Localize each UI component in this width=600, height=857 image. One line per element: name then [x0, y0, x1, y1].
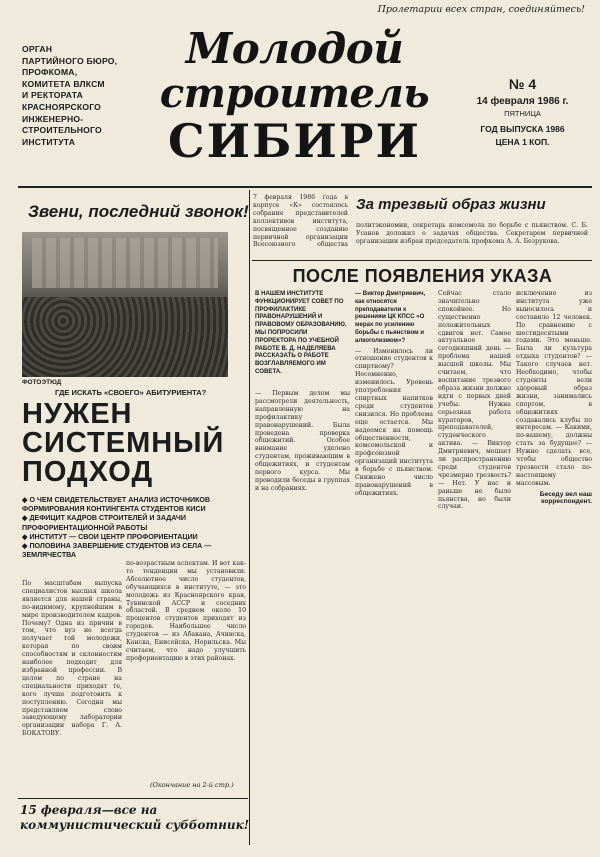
decree-divider [252, 260, 592, 261]
title-line-1: Молодой [185, 24, 404, 73]
photo-hall [32, 238, 218, 288]
continued-note: (Окончание на 2-й стр.) [150, 781, 234, 789]
article-column-2: по-возрастным аспектам. И вот как-то тенденции мы установили. Абсолютное число студентов, обучающихся в институте, — это молодежь из Красноярского края, Тувинской АССР и соседних областей. В среднем около 10 процентов студентов приходят из городов. Наибольшее число студентов — из Абакана, Ачинска, Канска, Енисейска, Норильска. Мы считаем, что надо улучшить профориентацию в этих районах. [126, 560, 246, 662]
interview-answer: — Изменилось ли отношение студентов к спиртному? Несомненно, изменилось. Уровень употребления спиртных напитков среди студентов снизился. Но проблема еще остается. Мы надеемся на помощь общественности, комсомольской и профсоюзной организаций института в борьбе с пьянством. Снижено число правонарушений в общежитиях. [355, 347, 433, 497]
organ-line: СТРОИТЕЛЬНОГО [22, 125, 102, 136]
bullet-item: ◆ ДЕФИЦИТ КАДРОВ СТРОИТЕЛЕЙ И ЗАДАЧИ ПРОФОРИЕНТАЦИОННОЙ РАБОТЫ [22, 514, 247, 532]
interviewer-signature: Беседу вел наш корреспондент. [539, 490, 592, 505]
bullet-item: ◆ ИНСТИТУТ — СВОИ ЦЕНТР ПРОФОРИЕНТАЦИИ [22, 533, 247, 542]
masthead-divider [18, 186, 592, 188]
subbotnik-banner: 15 февраля—все на коммунистический субботник! [20, 803, 249, 832]
organ-line: ПРОФКОМА, [22, 67, 78, 78]
interview-question: — Виктор Дмитриевич, как относятся преподаватели к решениям ЦК КПСС «О мерах по усилению борьбы с пьянством и алкоголизмом»? [355, 290, 426, 344]
issue-year: ГОД ВЫПУСКА 1986 [480, 124, 565, 134]
headline-line: НУЖЕН [22, 398, 133, 430]
issue-number: № 4 [508, 76, 537, 92]
organ-line: КРАСНОЯРСКОГО [22, 101, 102, 112]
decree-headline: ПОСЛЕ ПОЯВЛЕНИЯ УКАЗА [292, 266, 553, 286]
organ-line: ПАРТИЙНОГО БЮРО, [22, 55, 118, 66]
issue-price: ЦЕНА 1 КОП. [495, 137, 550, 147]
photo-crowd [22, 297, 228, 377]
column-divider [249, 190, 250, 845]
title-line-2: строитель [159, 70, 430, 117]
issue-date: 14 февраля 1986 г. [476, 96, 569, 107]
bullet-item: ◆ ПОЛОВИНА ЗАВЕРШЕНИЕ СТУДЕНТОВ ИЗ СЕЛА — ЗЕМЛЯЧЕСТВА [22, 542, 247, 560]
interview-column-3: Сейчас стало значительно спокойнее. Но существенно положительных сдвигов нет. Самое актуальное на сегодняшний день — проблема нашей высшей школы. Мы считаем, что воспитание трезвого образа жизни должно идти с первых дней учебы. Нужна серьезная работа кураторов, преподавателей, студенческого актива. — Виктор Дмитриевич, мешает ли распространению среди студентов чрезмерно трезвость? — Нет. У нас и раньше не было пьянства, но были случаи. [438, 290, 511, 511]
issue-info [455, 76, 590, 147]
interview-column-1: — Первым делом мы рассмотрели деятельность, направленную на профилактику правонарушений. Была проведена проверка общежитий. Особое внимание уделено студентам, проживающим в общежитиях, и студентам первого курса. Мы проводили беседы в группах и на собраниях. [255, 390, 350, 492]
interview-intro: В НАШЕМ ИНСТИТУТЕ ФУНКЦИОНИРУЕТ СОВЕТ ПО ПРОФИЛАКТИКЕ ПРАВОНАРУШЕНИЙ И ПРАВОВОМУ ОБРАЗОВАНИЮ. МЫ ПОПРОСИЛИ ПРОРЕКТОРА ПО УЧЕБНОЙ РАБОТЕ В. Д. НАДЕЛЯЕВА РАССКАЗАТЬ О РАБОТЕ ВОЗГЛАВЛЯЕМОГО ИМ СОВЕТА. [255, 290, 347, 375]
interview-answer-4: исключение из института уже выносилось и составило 12 человек. По сравнению с шестидесятыми годами. Это меньше. Была ли культура отдыха студентов? — Такого случаев нет. Необходимо, чтобы студенты вели здоровый образ жизни, занимались спортом, в общежитиях создавались клубы по интересам. — Какими, по-вашему, должны стать за будущее? — Нужно сделать все, чтобы общество трезвости стало по-настоящему массовым. [516, 290, 592, 487]
newspaper-title [132, 26, 457, 166]
organ-line: ИНСТИТУТА [22, 136, 76, 147]
sober-headline: За трезвый образ жизни [356, 196, 546, 213]
headline-line: ПОДХОД [22, 456, 154, 488]
article-bullets [22, 496, 247, 560]
article-column-1: По масштабам выпуска специалистов высшая школа является для нашей страны, по-видимому, крупнейшим в мире производителем кадров. Почему? Одна из причин в том, что вуз не всегда получает той молодежи, которая по своим способностям и склонностям наиболее подходит для избранной профессии. В целом по стране на специальности приходят те, кого лучше подготовить к поступлению. Сегодня мы представляем слово заведующему лаборатории организации набора Г. А. БОКАТОВУ. [22, 580, 122, 738]
sober-body: политэкономии, секретарь комсомола по борьбе с пьянством. С. Б. Усанов доложил о задачах общества. Секретарем первичной организации избран председатель профкома А. А. Безрукова. [356, 222, 588, 245]
graduation-photo [22, 232, 228, 377]
organ-line: ИНЖЕНЕРНО- [22, 113, 84, 124]
society-report: 7 февраля 1986 года в корпусе «К» состоялось собрание представителей коллективов института, посвященное созданию первичной организации Всесоюзного общества [253, 194, 348, 248]
bullet-item: ◆ О ЧЕМ СВИДЕТЕЛЬСТВУЕТ АНАЛИЗ ИСТОЧНИКОВ ФОРМИРОВАНИЯ КОНТИНГЕНТА СТУДЕНТОВ КИСИ [22, 496, 247, 514]
interview-column-2 [355, 290, 433, 840]
article-kicker: ГДЕ ИСКАТЬ «СВОЕГО» АБИТУРИЕНТА? [55, 388, 207, 397]
organ-line: И РЕКТОРАТА [22, 90, 84, 101]
main-headline [22, 400, 247, 487]
publisher-block [22, 44, 137, 148]
bells-headline: Звени, последний звонок! [28, 202, 249, 221]
slogan: Пролетарии всех стран, соединяйтесь! [377, 4, 585, 15]
photo-caption: ФОТОЭТЮД [22, 379, 62, 386]
interview-column-4 [516, 290, 592, 840]
organ-line: КОМИТЕТА ВЛКСМ [22, 78, 105, 89]
issue-weekday: ПЯТНИЦА [504, 109, 541, 118]
organ-line: ОРГАН [22, 44, 53, 54]
subbotnik-divider [18, 798, 248, 799]
headline-line: СИСТЕМНЫЙ [22, 427, 225, 459]
title-line-3: СИБИРИ [168, 114, 421, 168]
